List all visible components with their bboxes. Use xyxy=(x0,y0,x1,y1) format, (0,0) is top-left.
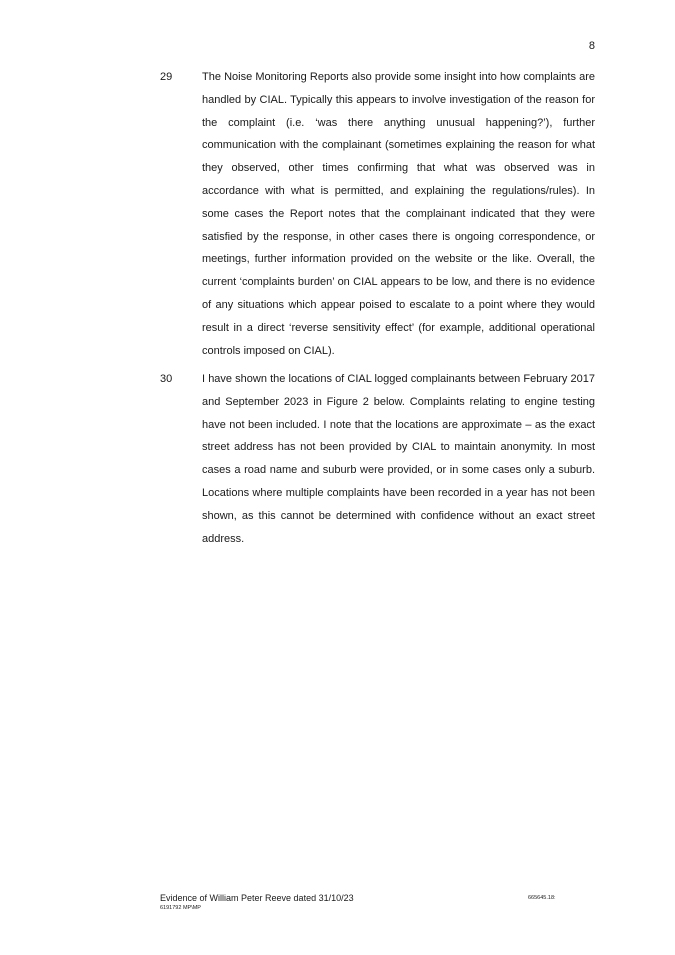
paragraph-text: The Noise Monitoring Reports also provide some insight into how complaints are handled by CIAL. Typically this appears to involve investigation of the reason for the complaint (i.e. ‘was there anything unusual happening?’), further communication with the complainant (sometimes explaining the reason for what they observed, other times confirming that what was observed was in accordance with what is permitted, and explaining the regulations/rules). In some cases the Report notes that the complainant indicated that they were satisfied by the response, in other cases there is ongoing correspondence, or meetings, further information provided on the website or the like. Overall, the current ‘complaints burden’ on CIAL appears to be low, and there is no evidence of any situations which appear poised to escalate to a point where they would result in a direct ‘reverse sensitivity effect’ (for example, additional operational controls imposed on CIAL). xyxy=(202,71,595,357)
footer-doc-id: 6191792 MP\MP xyxy=(160,905,201,911)
paragraph-number: 29 xyxy=(160,71,173,83)
paragraph-30 xyxy=(160,368,595,550)
paragraph-29 xyxy=(160,66,595,362)
footer-reference: 665645.18: xyxy=(528,895,556,901)
footer-title: Evidence of William Peter Reeve dated 31/10/23 xyxy=(160,893,354,903)
paragraph-number: 30 xyxy=(160,373,173,385)
paragraph-text: I have shown the locations of CIAL logged complainants between February 2017 and September 2023 in Figure 2 below. Complaints relating to engine testing have not been included. I note that the locations are approximate – as the exact street address has not been provided by CIAL to maintain anonymity. In most cases a road name and suburb were provided, or in some cases only a suburb. Locations where multiple complaints have been recorded in a year has not been shown, as this cannot be determined with confidence without an exact street address. xyxy=(202,373,595,545)
page-number: 8 xyxy=(588,40,595,52)
